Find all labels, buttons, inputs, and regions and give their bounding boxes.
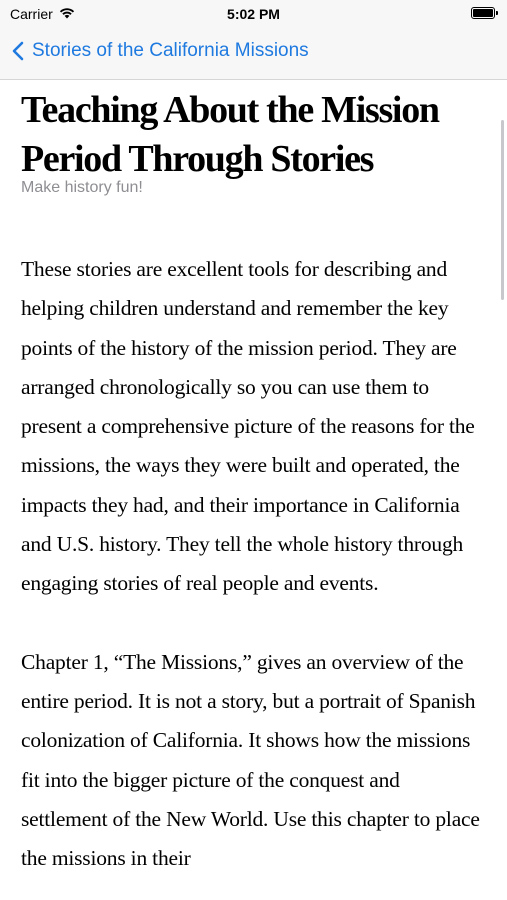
status-bar xyxy=(0,0,507,28)
back-button[interactable] xyxy=(12,40,309,62)
navigation-bar xyxy=(0,28,507,80)
article-subtitle: Make history fun! xyxy=(21,179,143,196)
article-content xyxy=(21,86,483,878)
article-paragraph: Chapter 1, “The Missions,” gives an overview of the entire period. It is not a story, but a portrait of Spanish colonization of California. It shows how the missions fit into the bigger picture of the conquest and settlement of the New World. Use this chapter to place the missions in their xyxy=(21,649,480,871)
article-title: Teaching About the Mission Period Through Stories xyxy=(21,89,439,180)
carrier-label: Carrier xyxy=(10,6,53,22)
battery-icon xyxy=(471,7,495,19)
article-paragraph: These stories are excellent tools for describing and helping children understand and remember the key points of the history of the mission period. They are arranged chronologically so you can use them to present a comprehensive picture of the reasons for the missions, the ways they were built and operated, the impacts they had, and their importance in California and U.S. history. They tell the whole history through engaging stories of real people and events. xyxy=(21,257,475,596)
chevron-left-icon xyxy=(12,41,24,61)
status-time: 5:02 PM xyxy=(227,6,280,22)
scroll-indicator[interactable] xyxy=(501,120,504,300)
back-button-label: Stories of the California Missions xyxy=(32,40,309,61)
